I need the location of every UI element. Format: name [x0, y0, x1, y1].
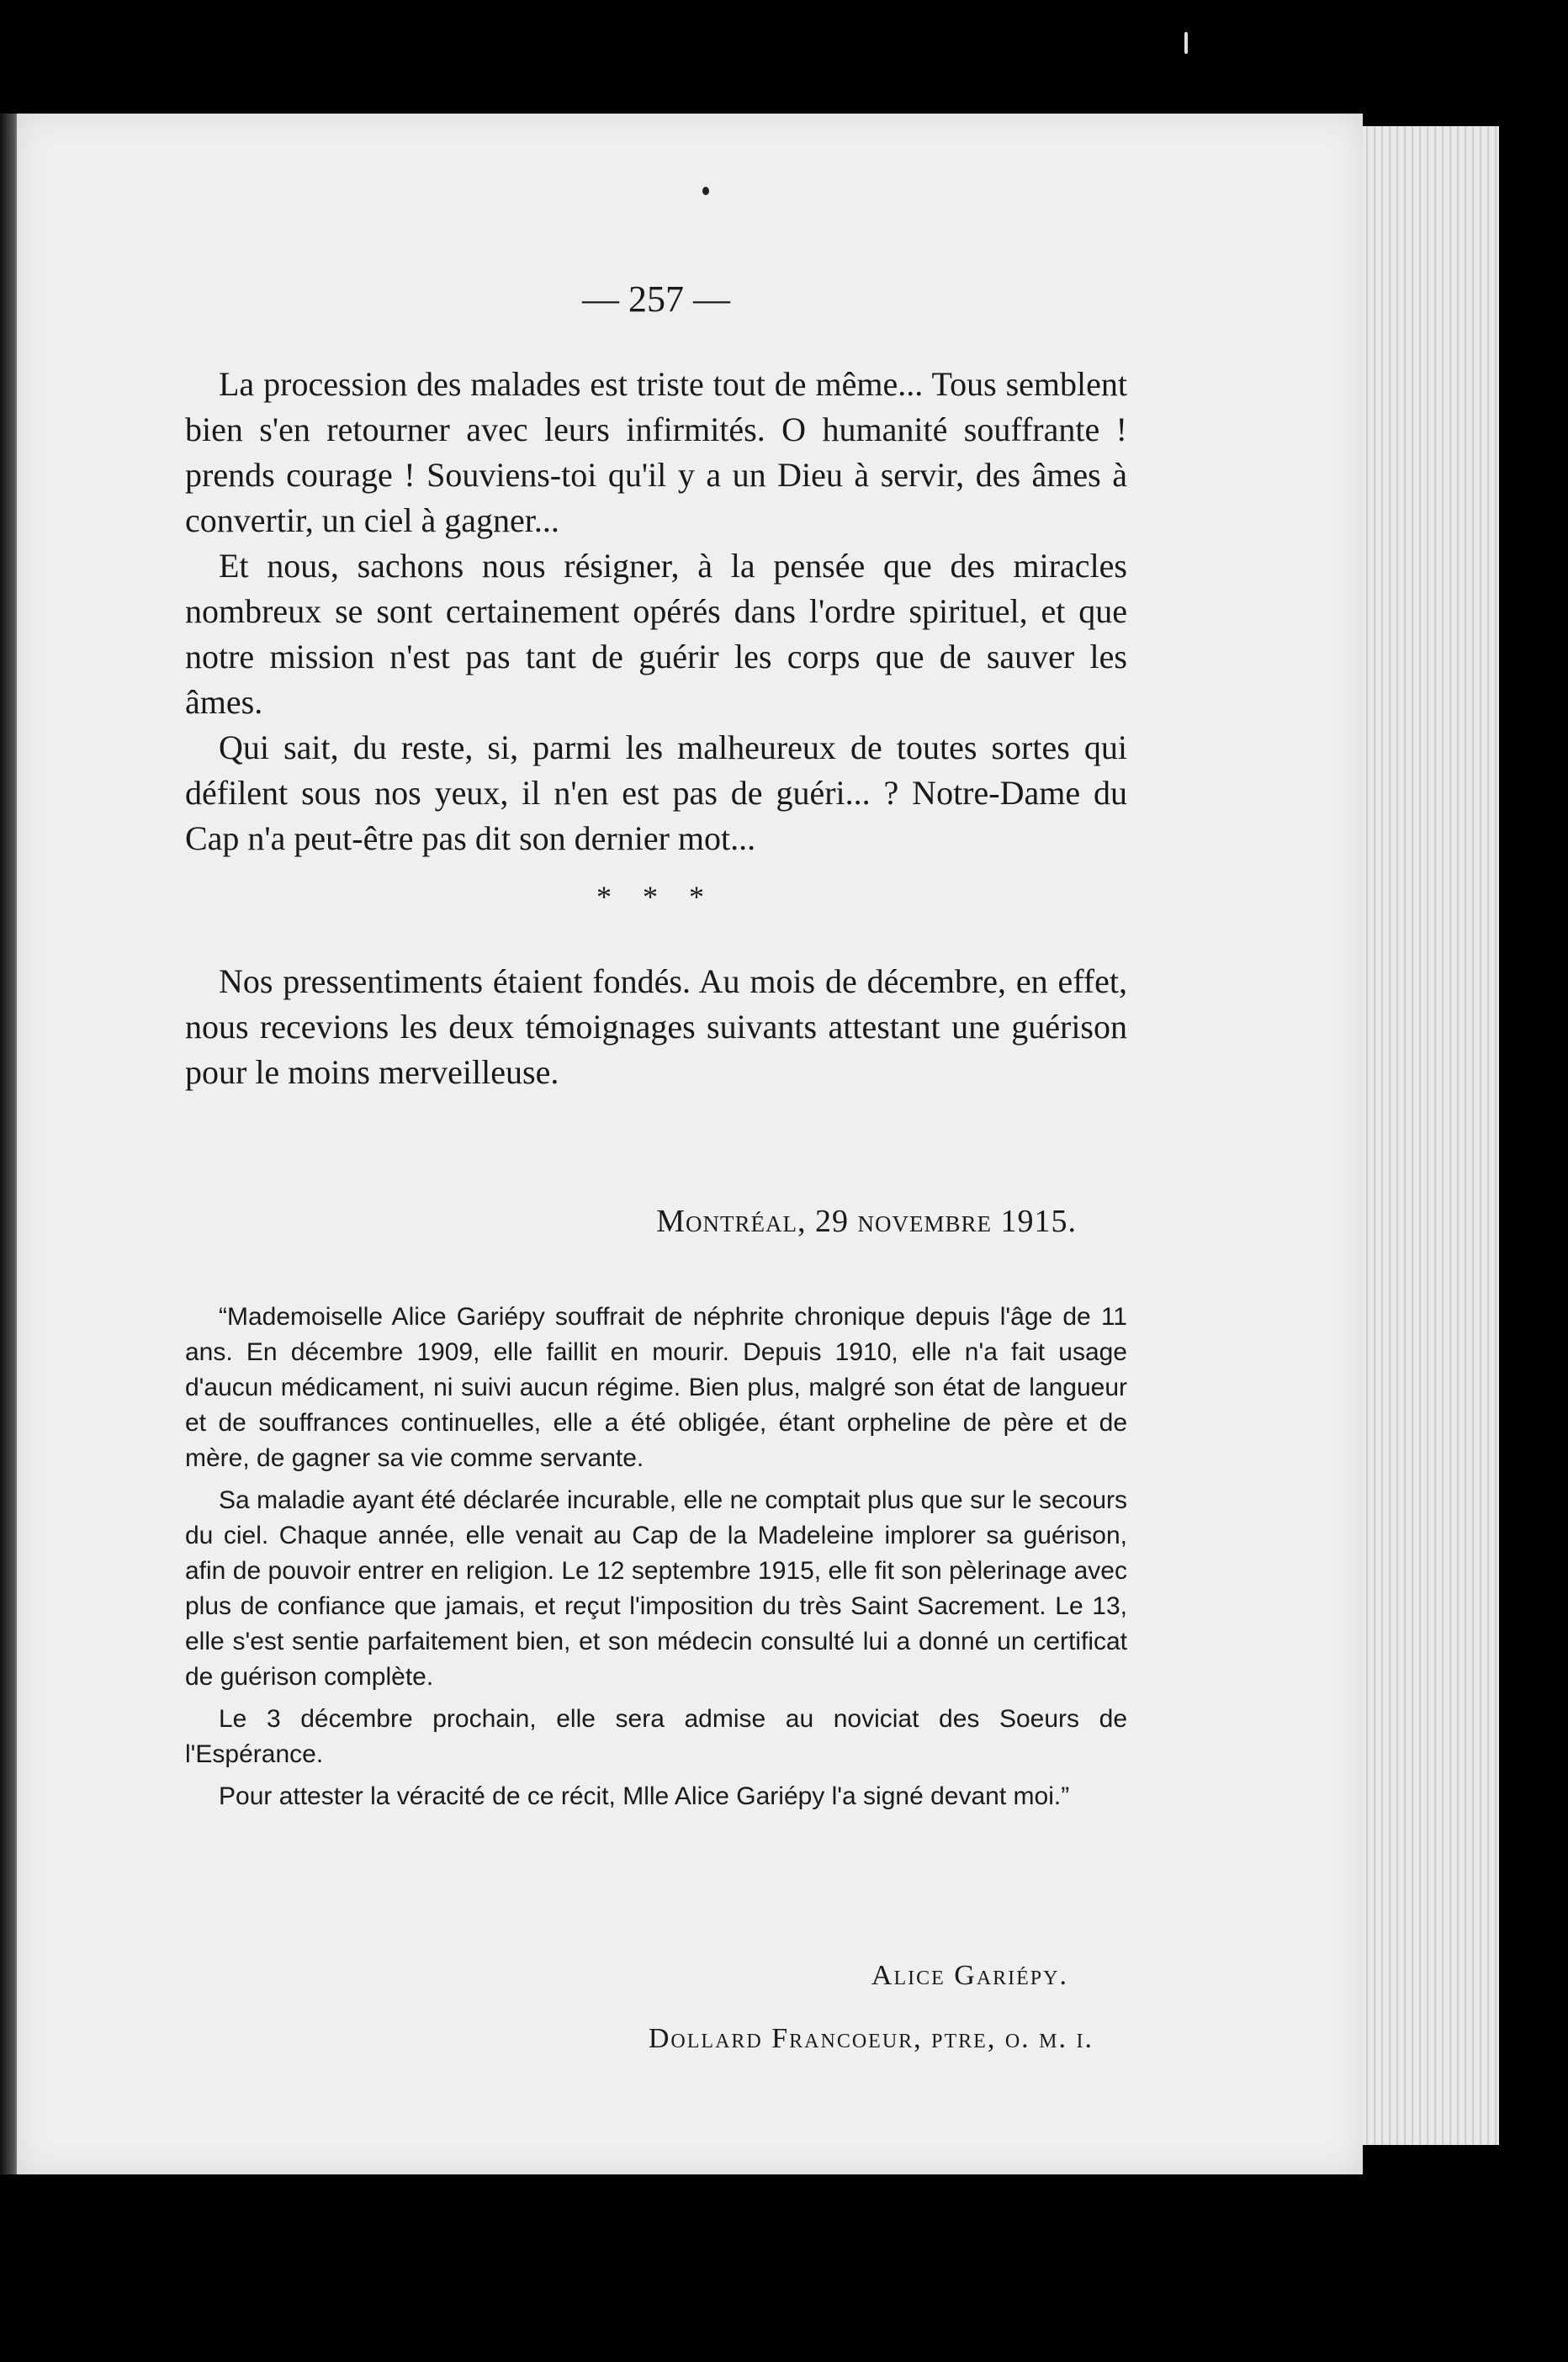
signature-alice: Alice Gariépy.: [871, 1960, 1068, 1991]
signature-priest: Dollard Francoeur, ptre, o. m. i.: [648, 2023, 1094, 2054]
intro-paragraph: [185, 959, 1127, 1095]
paragraph: Nos pressentiments étaient fondés. Au mois de décembre, en effet, nous recevions les deux témoignages suivants attestant une guérison pour le moins merveilleuse.: [185, 962, 1127, 1091]
dust-speck: [702, 187, 709, 195]
letter-paragraph: Pour attester la véracité de ce récit, Mlle Alice Gariépy l'a signé devant moi.”: [219, 1782, 1070, 1810]
letter-paragraph: Sa maladie ayant été déclarée incurable, elle ne comptait plus que sur le secours du ciel. Chaque année, elle venait au Cap de la Madeleine implorer sa guérison, afin de pouvoir entrer en religion. Le 12 septembre 1915, elle fit son pèlerinage avec plus de confiance que jamais, et reçut l'imposition du très Saint Sacrement. Le 13, elle s'est sentie parfaitement bien, et son médecin consulté lui a donné un certificat de guérison complète.: [185, 1486, 1127, 1691]
paragraph: Et nous, sachons nous résigner, à la pensée que des miracles nombreux se sont certainement opérés dans l'ordre spirituel, et que notre mission n'est pas tant de guérir les corps que de sauver les âmes.: [185, 547, 1127, 721]
letter-dateline: Montréal, 29 novembre 1915.: [656, 1204, 1077, 1239]
testimony-letter: [185, 1300, 1127, 1821]
letter-paragraph: Le 3 décembre prochain, elle sera admise au noviciat des Soeurs de l'Espérance.: [185, 1705, 1127, 1768]
opening-paragraphs: [185, 362, 1127, 861]
paragraph: Qui sait, du reste, si, parmi les malheureux de toutes sortes qui défilent sous nos yeux, il n'en est pas de guéri... ? Notre-Dame du Cap n'a peut-être pas dit son dernier mot...: [185, 728, 1127, 857]
dust-speck: [1184, 32, 1188, 54]
letter-paragraph: “Mademoiselle Alice Gariépy souffrait de néphrite chronique depuis l'âge de 11 ans. En décembre 1909, elle faillit en mourir. Depuis 1910, elle n'a fait usage d'aucun médicament, ni suivi aucun régime. Bien plus, malgré son état de langueur et de souffrances continuelles, elle a été obligée, étant orpheline de père et de mère, de gagner sa vie comme servante.: [185, 1303, 1127, 1472]
section-separator: * * *: [596, 880, 716, 914]
paragraph: La procession des malades est triste tout de même... Tous semblent bien s'en retourner avec leurs infirmités. O humanité souffrante ! prends courage ! Souviens-toi qu'il y a un Dieu à servir, des âmes à convertir, un ciel à gagner...: [185, 365, 1127, 539]
page-number: — 257 —: [582, 278, 730, 320]
